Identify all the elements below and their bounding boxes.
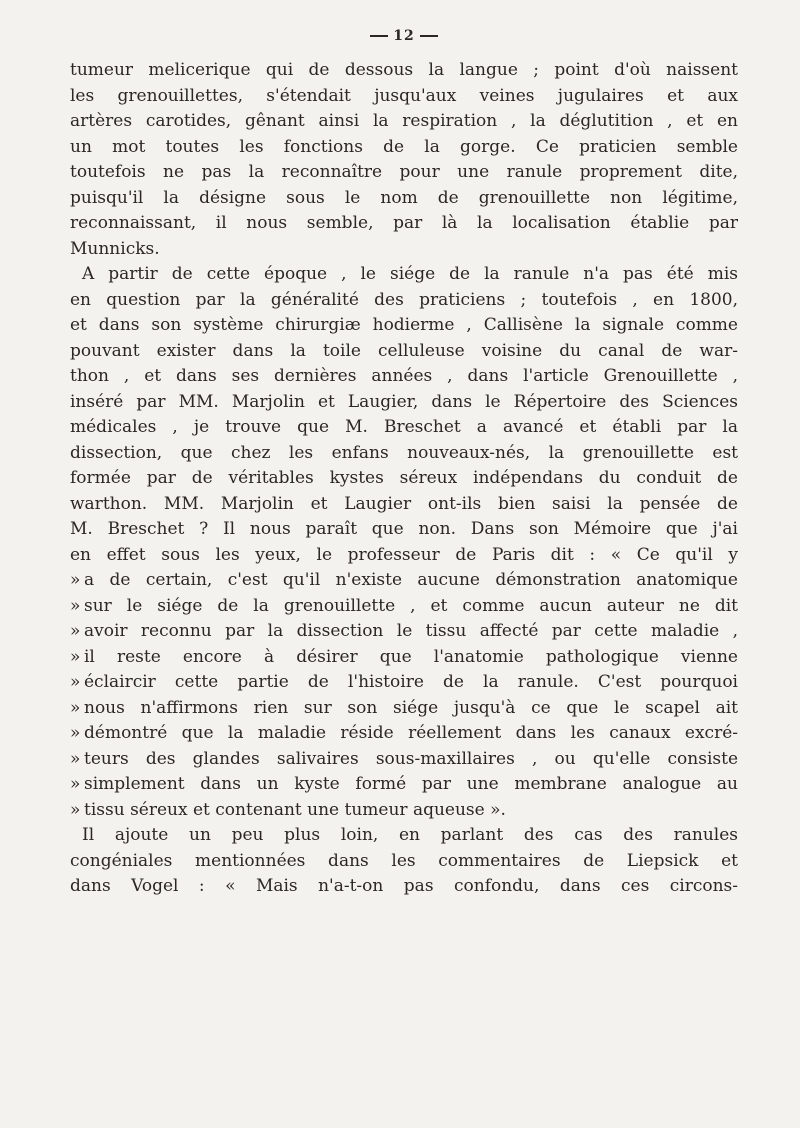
- text-line: formée par de véritables kystes séreux indépendans du conduit de: [70, 468, 738, 488]
- quoted-line: » avoir reconnu par la dissection le tissu affecté par cette maladie ,: [70, 619, 738, 645]
- header-dash-right: [420, 35, 438, 37]
- text-line: reconnaissant, il nous semble, par là la localisation établie par: [70, 213, 738, 233]
- quoted-line: » éclaircir cette partie de l'histoire de la ranule. C'est pourquoi: [70, 670, 738, 696]
- quoted-line: » tissu séreux et contenant une tumeur aqueuse ».: [70, 798, 738, 824]
- header-dash-left: [370, 35, 388, 37]
- text-line: dissection, que chez les enfans nouveaux-nés, la grenouillette est: [70, 442, 738, 463]
- text-line: en effet sous les yeux, le professeur de Paris dit : « Ce qu'il y: [70, 544, 738, 565]
- text-line: médicales , je trouve que M. Breschet a avancé et établi par la: [70, 417, 738, 437]
- text-line: artères carotides, gênant ainsi la respiration , la déglutition , et en: [70, 111, 738, 131]
- text-line: toutefois ne pas la reconnaître pour une ranule proprement dite,: [70, 162, 738, 182]
- text-line: puisqu'il la désigne sous le nom de grenouillette non légitime,: [70, 187, 738, 208]
- text-line: et dans son système chirurgiæ hodierme , Callisène la signale comme: [70, 315, 738, 335]
- text-line: congéniales mentionnées dans les commentaires de Liepsick et: [70, 850, 738, 871]
- text-line: M. Breschet ? Il nous paraît que non. Dans son Mémoire que j'ai: [70, 519, 738, 539]
- quoted-line: » il reste encore à désirer que l'anatomie pathologique vienne: [70, 645, 738, 671]
- page-number: 12: [393, 28, 415, 44]
- text-line: un mot toutes les fonctions de la gorge. Ce praticien semble: [70, 136, 738, 157]
- text-line: inséré par MM. Marjolin et Laugier, dans le Répertoire des Sciences: [70, 391, 738, 412]
- paragraph-1: [70, 58, 738, 262]
- text-line: dans Vogel : « Mais n'a-t-on pas confondu, dans ces circons-: [70, 876, 738, 896]
- quoted-line: » sur le siége de la grenouillette , et comme aucun auteur ne dit: [70, 594, 738, 620]
- paragraph-2: [70, 262, 738, 823]
- paragraph-3: [70, 823, 738, 900]
- quoted-line: » teurs des glandes salivaires sous-maxillaires , ou qu'elle consiste: [70, 747, 738, 773]
- book-page: [70, 28, 738, 900]
- text-line: Il ajoute un peu plus loin, en parlant des cas des ranules: [82, 825, 738, 845]
- text-line: warthon. MM. Marjolin et Laugier ont-ils bien saisi la pensée de: [70, 493, 738, 514]
- page-header: [70, 28, 738, 58]
- text-line: A partir de cette époque , le siége de la ranule n'a pas été mis: [82, 264, 738, 284]
- quoted-line: » nous n'affirmons rien sur son siége jusqu'à ce que le scapel ait: [70, 696, 738, 722]
- quoted-line: » a de certain, c'est qu'il n'existe aucune démonstration anatomique: [70, 568, 738, 594]
- text-line: tumeur melicerique qui de dessous la langue ; point d'où naissent: [70, 60, 738, 80]
- text-line: thon , et dans ses dernières années , dans l'article Grenouillette ,: [70, 366, 738, 386]
- quoted-line: » démontré que la maladie réside réellement dans les canaux excré-: [70, 721, 738, 747]
- quoted-line: » simplement dans un kyste formé par une membrane analogue au: [70, 772, 738, 798]
- text-line: pouvant exister dans la toile celluleuse voisine du canal de war-: [70, 340, 738, 361]
- text-line: en question par la généralité des praticiens ; toutefois , en 1800,: [70, 289, 738, 310]
- text-line: les grenouillettes, s'étendait jusqu'aux veines jugulaires et aux: [70, 85, 738, 106]
- text-line: Munnicks.: [70, 238, 160, 259]
